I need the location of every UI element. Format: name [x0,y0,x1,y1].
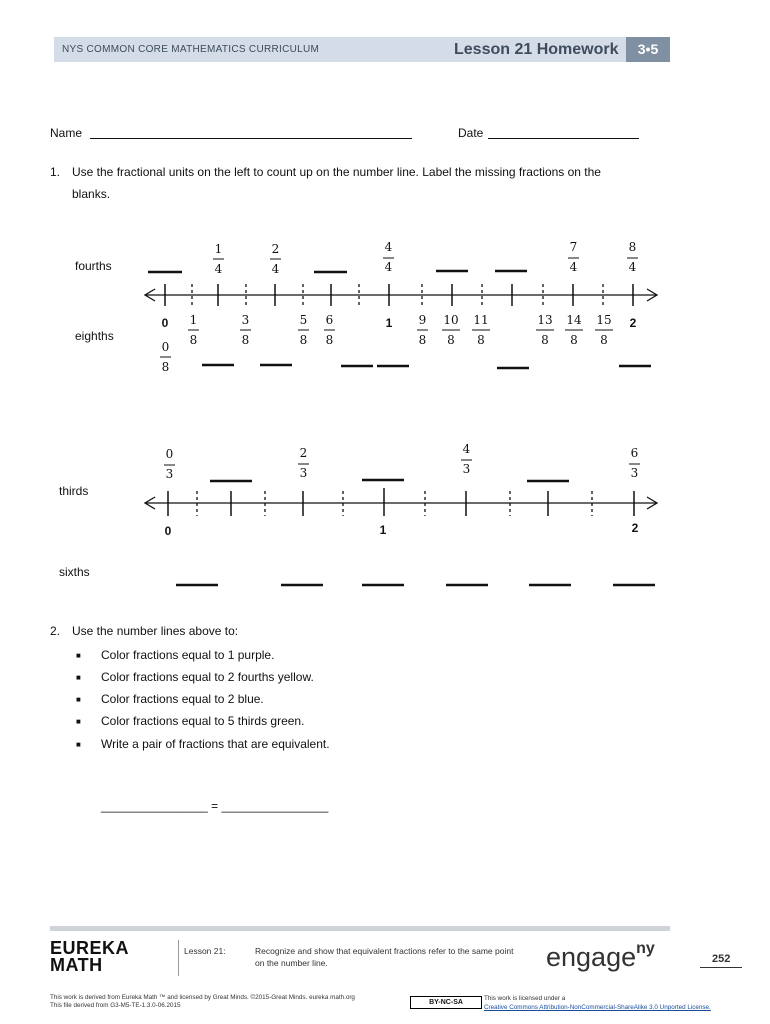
whole-1: 1 [385,316,393,330]
problem-1-instruction-line-2: blanks. [72,187,111,201]
fraction-numerator: 13 [537,313,553,327]
number-line-b-third-ticks [168,488,634,516]
eureka-math-logo [50,940,129,974]
whole-0: 0 [161,316,169,330]
number-line-b-fraction-bars [164,460,640,465]
fraction-denominator: 8 [325,333,334,347]
fraction-denominator: 8 [477,333,485,347]
fraction-denominator: 4 [628,260,637,274]
list-item: Color fractions equal to 5 thirds green. [101,714,305,728]
footer-rule [50,926,670,931]
list-item: Color fractions equal to 2 fourths yellow. [101,670,314,684]
whole-0: 0 [164,524,172,538]
problem-2-instruction: Use the number lines above to: [72,624,239,638]
number-line-b-top-blanks [210,480,569,481]
bullet-icon: ■ [76,673,81,682]
list-item: Color fractions equal to 2 blue. [101,692,264,706]
fraction-numerator: 14 [566,313,582,327]
problem-1-number: 1. [50,165,61,179]
whole-2: 2 [631,521,639,535]
fraction-numerator: 5 [299,313,308,327]
derived-line-1: This work is derived from Eureka Math ™ and licensed by Great Minds. ©2015-Great Minds. eureka math.org [50,994,355,1001]
curriculum-label: NYS COMMON CORE MATHEMATICS CURRICULUM [62,44,320,55]
number-line-a-top-fraction-bars [213,258,638,259]
eighths-label: eighths [75,329,114,343]
lesson-title: Lesson 21 Homework [454,41,619,58]
logo-line-1: EUREKA [50,938,130,958]
fraction-denominator: 8 [418,333,427,347]
fraction-numerator: 6 [630,446,639,460]
ny-text: ny [636,940,655,957]
whole-1: 1 [379,523,387,537]
page-number-rule [700,967,742,968]
fraction-numerator: 4 [462,442,471,456]
fraction-numerator: 2 [299,446,308,460]
derived-line-2: This file derived from G3-M5-TE-1.3.0-06.2015 [50,1002,181,1009]
footer-lesson-label: Lesson 21: [184,946,226,956]
fraction-denominator: 8 [299,333,308,347]
fraction-numerator: 15 [596,313,612,327]
fraction-denominator: 8 [570,333,578,347]
fraction-numerator: 8 [628,240,637,254]
date-label: Date [458,126,484,140]
fraction-denominator: 3 [462,462,471,476]
fraction-numerator: 4 [384,240,393,254]
fraction-denominator: 8 [600,333,608,347]
license-link[interactable]: Creative Commons Attribution-NonCommercial-ShareAlike 3.0 Unported License. [484,1004,711,1011]
footer-lesson-desc-line-1: Recognize and show that equivalent fractions refer to the same point [255,946,514,956]
bullet-icon: ■ [76,651,81,660]
fraction-numerator: 6 [325,313,334,327]
fraction-denominator: 8 [161,360,170,374]
cc-license-badge: BY-NC-SA [410,996,482,1009]
fraction-numerator: 0 [165,447,174,461]
footer-separator [178,940,179,976]
fraction-numerator: 7 [569,240,578,254]
fraction-denominator: 8 [189,333,198,347]
fraction-numerator: 3 [241,313,250,327]
fraction-numerator: 0 [161,340,170,354]
fraction-denominator: 3 [299,466,308,480]
fraction-denominator: 4 [384,260,393,274]
sixths-label: sixths [59,565,90,579]
bullet-icon: ■ [76,717,81,726]
fraction-denominator: 4 [214,262,223,276]
page-number: 252 [712,953,731,965]
grade-module-badge: 3•5 [626,37,670,62]
fraction-numerator: 1 [189,313,198,327]
fraction-denominator: 8 [241,333,250,347]
problem-2-number: 2. [50,624,61,638]
name-label: Name [50,126,83,140]
footer-lesson-desc-line-2: on the number line. [255,958,328,968]
thirds-label: thirds [59,484,89,498]
fraction-numerator: 2 [271,242,280,256]
fraction-denominator: 3 [165,467,174,481]
license-line-1: This work is licensed under a [484,995,566,1002]
fourths-label: fourths [75,259,112,273]
equivalence-answer-blanks[interactable]: ________________ = ________________ [101,799,329,813]
fraction-denominator: 3 [630,466,639,480]
whole-2: 2 [629,316,637,330]
fraction-denominator: 8 [447,333,455,347]
logo-line-2: MATH [50,955,103,975]
problem-1-instruction-line-1: Use the fractional units on the left to count up on the number line. Label the missing fractions on the [72,165,601,179]
list-item: Color fractions equal to 1 purple. [101,648,275,662]
number-line-a-bottom-blanks [202,365,651,368]
fraction-denominator: 4 [569,260,578,274]
engage-text: engage [546,942,637,972]
fraction-numerator: 11 [473,313,489,327]
fraction-denominator: 4 [271,262,280,276]
bullet-icon: ■ [76,740,81,749]
fraction-numerator: 9 [418,313,427,327]
list-item: Write a pair of fractions that are equivalent. [101,737,330,751]
fraction-numerator: 10 [443,313,459,327]
engageny-logo [546,942,655,973]
number-line-a-top-blanks [148,271,527,272]
fraction-numerator: 1 [214,242,223,256]
fraction-denominator: 8 [541,333,549,347]
bullet-icon: ■ [76,695,81,704]
